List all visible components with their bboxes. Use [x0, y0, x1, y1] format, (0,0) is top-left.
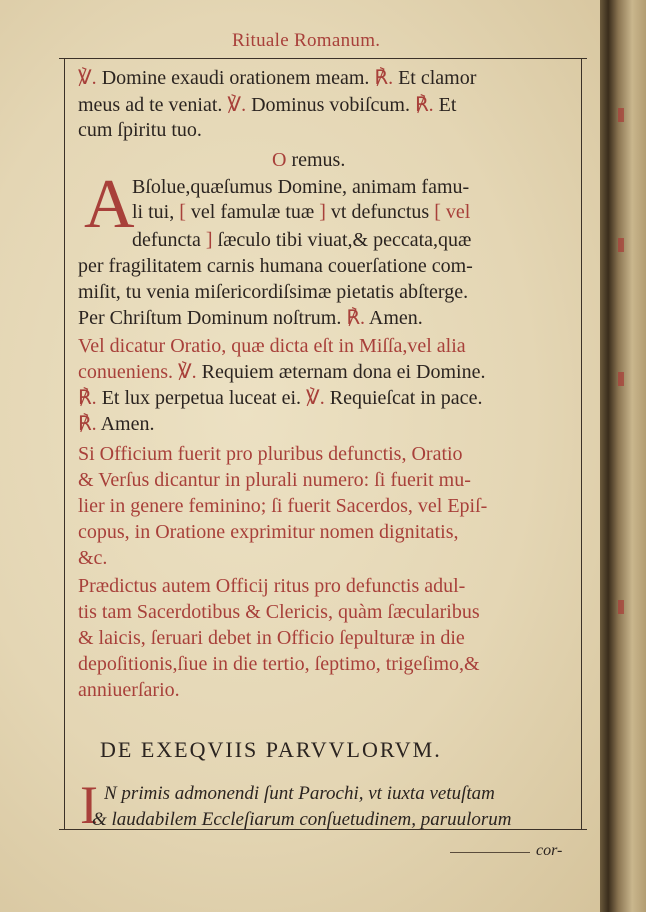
rubric-text: depoſitionis,ſiue in die tertio, ſeptimo, trigeſimo,& [78, 653, 480, 675]
body-text: remus. [291, 149, 346, 171]
text-line [78, 468, 572, 492]
rubric-text: ℟. [414, 94, 439, 116]
body-text: vt defunctus [330, 201, 435, 223]
rubric-text: Si Officium fuerit pro pluribus defunctis, Oratio [78, 443, 463, 465]
text-line [78, 334, 572, 358]
catchword: cor- [536, 842, 563, 859]
rubric-text: lier in genere feminino; ſi fuerit Sacerdos, vel Epiſ- [78, 495, 488, 517]
rubric-text: [ [179, 201, 191, 223]
body-text: Amen. [100, 413, 155, 435]
text-line [78, 118, 572, 142]
text-line [78, 280, 572, 304]
rubric-text: tis tam Sacerdotibus & Clericis, quàm ſæcularibus [78, 601, 480, 623]
rubric-text: conueniens. ℣. [78, 361, 202, 383]
text-line [78, 652, 572, 676]
text-line [78, 360, 572, 384]
rubric-text: & laicis, ſeruari debet in Officio ſepulturæ in die [78, 627, 465, 649]
rubric-text: ℣. [306, 387, 330, 409]
running-head: Rituale Romanum. [232, 30, 381, 51]
margin-mark [618, 372, 624, 386]
rubric-text: anniuerſario. [78, 679, 180, 701]
rubric-text: [ vel [434, 201, 471, 223]
body-text: miſit, tu venia miſericordiſsimæ pietatis abſterge. [78, 281, 469, 303]
body-text: Per Chriſtum Dominum noſtrum. [78, 307, 347, 329]
rubric-text: ℣. [227, 94, 252, 116]
text-line [78, 574, 572, 598]
rubric-text: ℟. [78, 387, 102, 409]
body-text: Et [438, 94, 457, 116]
rubric-text: copus, in Oratione exprimitur nomen dignitatis, [78, 521, 459, 543]
rubric-text: ℟. [78, 413, 101, 435]
text-line [78, 442, 572, 466]
body-text: vel famulæ tuæ [190, 201, 320, 223]
text-line [78, 306, 572, 330]
body-text: Requiem æternam dona ei Domine. [201, 361, 486, 383]
text-line [78, 66, 572, 90]
rubric-text: ℟. [374, 67, 399, 89]
body-text: li tui, [132, 201, 180, 223]
drop-capital-2: I [80, 775, 98, 835]
text-line [132, 200, 572, 224]
text-line [272, 148, 572, 172]
body-text: ſæculo tibi viuat,& peccata,quæ [217, 229, 472, 251]
body-text: Amen. [368, 307, 423, 329]
margin-mark [618, 600, 624, 614]
body-text: Requieſcat in pace. [329, 387, 483, 409]
rubric-text: ℣. [78, 67, 102, 89]
margin-mark [618, 108, 624, 122]
rubric-text: Vel dicatur Oratio, quæ dicta eſt in Miſſa,vel alia [78, 335, 466, 357]
italic-line: & laudabilem Eccleſiarum conſuetudinem, paruulorum [92, 809, 512, 830]
text-line [132, 228, 572, 252]
drop-capital: A [84, 166, 135, 243]
text-line [78, 546, 572, 570]
text-line [78, 626, 572, 650]
text-line [78, 93, 572, 117]
body-text: cum ſpiritu tuo. [78, 119, 202, 141]
body-text: Bſolue,quæſumus Domine, animam famu- [132, 176, 470, 198]
text-line [78, 386, 572, 410]
section-title: DE EXEQVIIS PARVVLORVM. [100, 737, 442, 762]
rubric-text: ] [205, 229, 218, 251]
body-text: Dominus vobiſcum. [251, 94, 415, 116]
text-line [78, 494, 572, 518]
text-line [78, 254, 572, 278]
body-text: defuncta [132, 229, 206, 251]
rubric-text: ] [319, 201, 331, 223]
body-text: Domine exaudi orationem meam. [101, 67, 375, 89]
text-line [78, 412, 572, 436]
book-gutter [600, 0, 646, 912]
body-text: Et lux perpetua luceat ei. [101, 387, 307, 409]
rubric-text: O [272, 149, 292, 171]
text-line [78, 520, 572, 544]
text-line [78, 600, 572, 624]
rubric-text: &c. [78, 547, 108, 569]
margin-mark [618, 238, 624, 252]
rubric-text: ℟. [346, 307, 369, 329]
body-text: per fragilitatem carnis humana couerſatione com- [78, 255, 473, 277]
body-text: Et clamor [398, 67, 477, 89]
rubric-text: & Verſus dicantur in plurali numero: ſi fuerit mu- [78, 469, 471, 491]
text-line [78, 678, 572, 702]
text-line [132, 175, 572, 199]
catchword-rule [450, 852, 530, 853]
body-text: meus ad te veniat. [78, 94, 228, 116]
italic-line: N primis admonendi ſunt Parochi, vt iuxta vetuſtam [104, 783, 495, 804]
rubric-text: Prædictus autem Officij ritus pro defunctis adul- [78, 575, 466, 597]
